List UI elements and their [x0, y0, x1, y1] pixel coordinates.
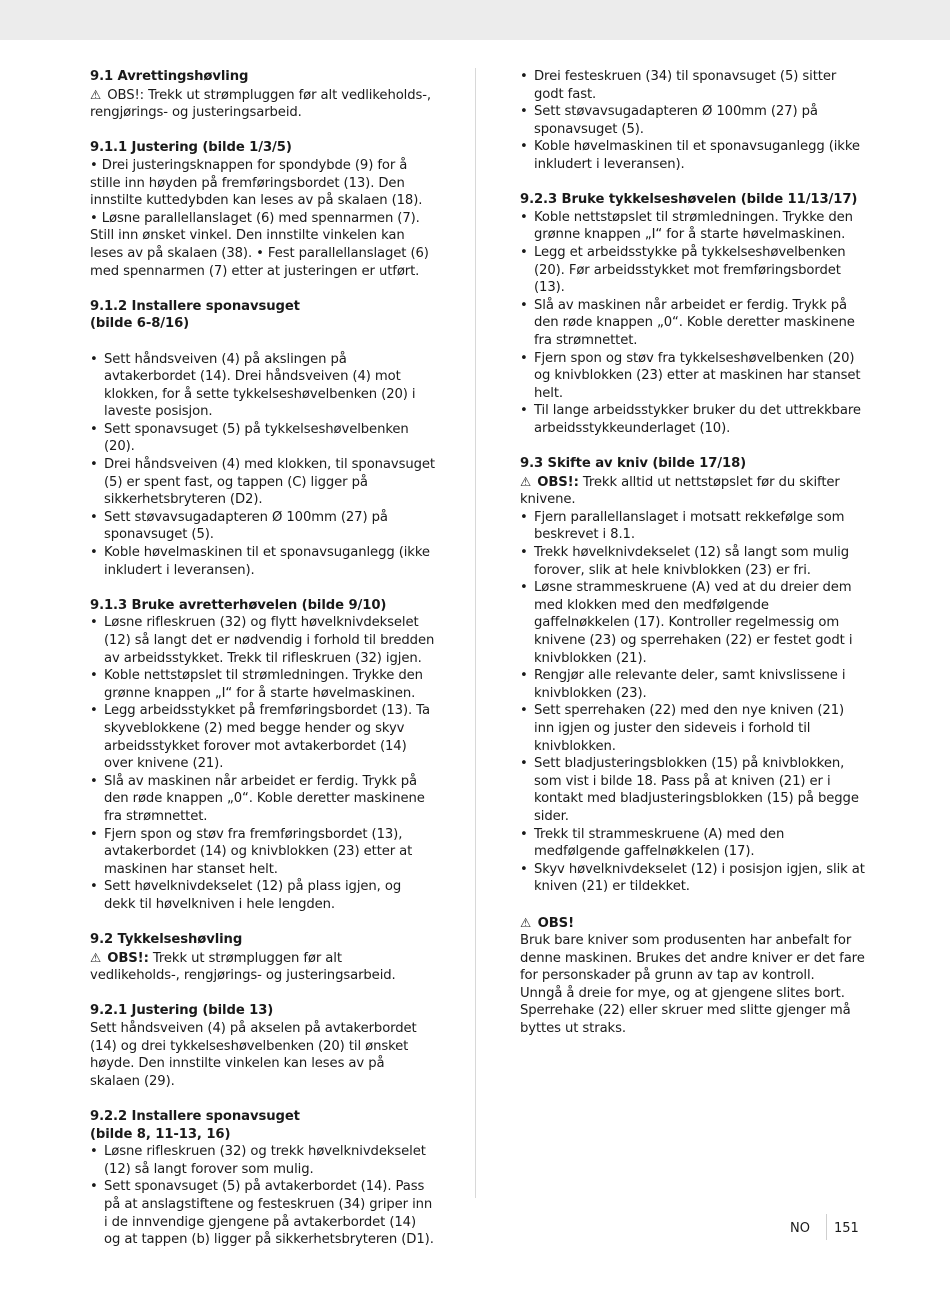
list-item: • Legg arbeidsstykket på fremføringsbordet (13). Ta skyveblokkene (2) med begge hender og skyv arbeidsstykket forover mot avtakerbordet (14) over knivene (21).	[90, 702, 435, 772]
section-9-2-2-title: 9.2.2 Installere sponavsuget	[90, 1109, 300, 1125]
list-item: • Sett bladjusteringsblokken (15) på knivblokken, som vist i bilde 18. Pass på at kniven (21) er i kontakt med bladjusteringsblokken (15) på begge sider.	[520, 755, 865, 825]
list-item: • Slå av maskinen når arbeidet er ferdig. Trykk på den røde knappen „0“. Koble deretter maskinene fra strømnettet.	[520, 297, 865, 350]
section-9-2-title: 9.2 Tykkelseshøvling	[90, 932, 243, 948]
warning-triangle-icon: ⚠	[520, 914, 532, 930]
warning-text: OBS!: Trekk ut strømpluggen før alt vedlikeholds-, rengjørings- og justeringsarbeid.	[90, 87, 432, 121]
footer-language: NO	[790, 1221, 810, 1236]
section-9-2-2-list	[90, 1143, 435, 1249]
list-item: • Sett sperrehaken (22) med den nye kniven (21) inn igjen og juster den sideveis i forhold til knivblokken.	[520, 702, 865, 755]
footer-page-number: 151	[834, 1221, 859, 1236]
right-column	[520, 68, 865, 1038]
list-item: • Trekk til strammeskruene (A) med den medfølgende gaffelnøkkelen (17).	[520, 826, 865, 861]
warning-text: Trekk ut strømpluggen før alt vedlikeholds-, rengjørings- og justeringsarbeid.	[90, 950, 396, 984]
list-item: • Drei festeskruen (34) til sponavsuget (5) sitter godt fast.	[520, 68, 865, 103]
footer-separator	[826, 1214, 827, 1240]
list-item: • Fjern spon og støv fra fremføringsbordet (13), avtakerbordet (14) og knivblokken (23) etter at maskinen har stanset helt.	[90, 826, 435, 879]
list-item: • Skyv høvelknivdekselet (12) i posisjon igjen, slik at kniven (21) er tildekket.	[520, 861, 865, 896]
list-item: • Til lange arbeidsstykker bruker du det uttrekkbare arbeidsstykkeunderlaget (10).	[520, 402, 865, 437]
warning-label: OBS!	[537, 915, 574, 931]
section-9-3-title: 9.3 Skifte av kniv (bilde 17/18)	[520, 456, 747, 472]
section-9-2-2-subtitle: (bilde 8, 11-13, 16)	[90, 1126, 231, 1142]
column-divider	[475, 68, 476, 1198]
final-warning-paragraph-2: Unngå å dreie for mye, og at gjengene slites bort. Sperrehake (22) eller skruer med slitte gjenger må byttes ut straks.	[520, 985, 851, 1037]
list-item: • Koble nettstøpslet til strømledningen. Trykke den grønne knappen „I“ for å starte høvelmaskinen.	[90, 667, 435, 702]
list-item: • Sett høvelknivdekselet (12) på plass igjen, og dekk til høvelkniven i hele lengden.	[90, 878, 435, 913]
warning-text: Trekk alltid ut nettstøpslet før du skifter knivene.	[520, 474, 840, 508]
list-item: • Løsne strammeskruene (A) ved at du dreier dem med klokken med den medfølgende gaffelnøkkelen (17). Kontroller regelmessig om knivene (23) og sperrehaken (22) er festet godt i knivblokken (21).	[520, 579, 865, 667]
left-column	[90, 68, 435, 1249]
list-item: • Sett sponavsuget (5) på tykkelseshøvelbenken (20).	[90, 421, 435, 456]
final-warning-heading	[520, 914, 865, 933]
section-9-2-1-title: 9.2.1 Justering (bilde 13)	[90, 1003, 274, 1019]
list-item: • Drei håndsveiven (4) med klokken, til sponavsuget (5) er spent fast, og tappen (C) ligger på sikkerhetsbryteren (D2).	[90, 456, 435, 509]
list-item: • Sett støvavsugadapteren Ø 100mm (27) på sponavsuget (5).	[90, 509, 435, 544]
list-item: • Rengjør alle relevante deler, samt knivslissene i knivblokken (23).	[520, 667, 865, 702]
section-9-1-1-paragraph-2: • Løsne parallellanslaget (6) med spennarmen (7). Still inn ønsket vinkel. Den innstilte vinkelen kan leses av på skalaen (38). • Fest parallellanslaget (6) med spennarmen (7) etter at justeringen er utført.	[90, 210, 429, 279]
list-item: • Fjern parallellanslaget i motsatt rekkefølge som beskrevet i 8.1.	[520, 509, 865, 544]
list-item: • Sett støvavsugadapteren Ø 100mm (27) på sponavsuget (5).	[520, 103, 865, 138]
section-9-3-list	[520, 509, 865, 896]
section-9-1-3-title: 9.1.3 Bruke avretterhøvelen (bilde 9/10)	[90, 597, 387, 613]
list-item: • Løsne rifleskruen (32) og flytt høvelknivdekselet (12) så langt det er nødvendig i forhold til bredden av arbeidsstykket. Trekk til rifleskruen (32) igjen.	[90, 614, 435, 667]
section-9-2-3-title: 9.2.3 Bruke tykkelseshøvelen (bilde 11/13/17)	[520, 192, 858, 208]
warning-triangle-icon: ⚠	[520, 473, 532, 489]
list-item: • Slå av maskinen når arbeidet er ferdig. Trykk på den røde knappen „0“. Koble deretter maskinene fra strømnettet.	[90, 773, 435, 826]
section-9-1-2-title: 9.1.2 Installere sponavsuget	[90, 298, 300, 314]
warning-label: OBS!:	[537, 474, 579, 490]
section-9-1-title: 9.1 Avrettingshøvling	[90, 69, 249, 84]
list-item: • Sett håndsveiven (4) på akslingen på avtakerbordet (14). Drei håndsveiven (4) mot klokken, for å sette tykkelseshøvelbenken (20) i laveste posisjon.	[90, 351, 435, 421]
section-9-2-3-list	[520, 209, 865, 438]
warning-label: OBS!:	[107, 950, 149, 966]
section-9-1-1-title: 9.1.1 Justering (bilde 1/3/5)	[90, 140, 292, 156]
list-item: • Fjern spon og støv fra tykkelseshøvelbenken (20) og knivblokken (23) etter at maskinen har stanset helt.	[520, 350, 865, 403]
section-9-1-warning	[90, 86, 435, 122]
section-9-2-1-paragraph: Sett håndsveiven (4) på akselen på avtakerbordet (14) og drei tykkelseshøvelbenken (20) til ønsket høyde. Den innstilte vinkelen kan leses av på skalaen (29).	[90, 1021, 417, 1089]
top-bar	[0, 0, 950, 40]
section-9-1-2-subtitle: (bilde 6-8/16)	[90, 316, 190, 332]
list-item: • Legg et arbeidsstykke på tykkelseshøvelbenken (20). Før arbeidsstykket mot fremføringsbordet (13).	[520, 244, 865, 297]
warning-triangle-icon: ⚠	[90, 949, 102, 965]
list-item: • Trekk høvelknivdekselet (12) så langt som mulig forover, slik at hele knivblokken (23) er fri.	[520, 544, 865, 579]
list-item: • Koble høvelmaskinen til et sponavsuganlegg (ikke inkludert i leveransen).	[90, 544, 435, 579]
list-item: • Koble høvelmaskinen til et sponavsuganlegg (ikke inkludert i leveransen).	[520, 138, 865, 173]
section-9-1-1-paragraph-1: • Drei justeringsknappen for spondybde (9) for å stille inn høyden på fremføringsbordet (13). Den innstilte kuttedybden kan leses av på skalaen (18).	[90, 157, 423, 209]
final-warning-paragraph-1: Bruk bare kniver som produsenten har anbefalt for denne maskinen. Brukes det andre kniver er det fare for personskader på grunn av tap av kontroll.	[520, 933, 865, 984]
list-item: • Sett sponavsuget (5) på avtakerbordet (14). Pass på at anslagstiftene og festeskruen (34) griper inn i de innvendige gjengene på avtakerbordet (14) og at tappen (b) ligger på sikkerhetsbryteren (D1).	[90, 1178, 435, 1248]
section-9-2-warning	[90, 949, 435, 985]
warning-triangle-icon: ⚠	[90, 86, 102, 102]
section-9-2-2-list-continued	[520, 68, 865, 174]
list-item: • Løsne rifleskruen (32) og trekk høvelknivdekselet (12) så langt forover som mulig.	[90, 1143, 435, 1178]
list-item: • Koble nettstøpslet til strømledningen. Trykke den grønne knappen „I“ for å starte høvelmaskinen.	[520, 209, 865, 244]
section-9-1-3-list	[90, 614, 435, 913]
section-9-3-warning	[520, 473, 865, 509]
section-9-1-2-list	[90, 351, 435, 580]
